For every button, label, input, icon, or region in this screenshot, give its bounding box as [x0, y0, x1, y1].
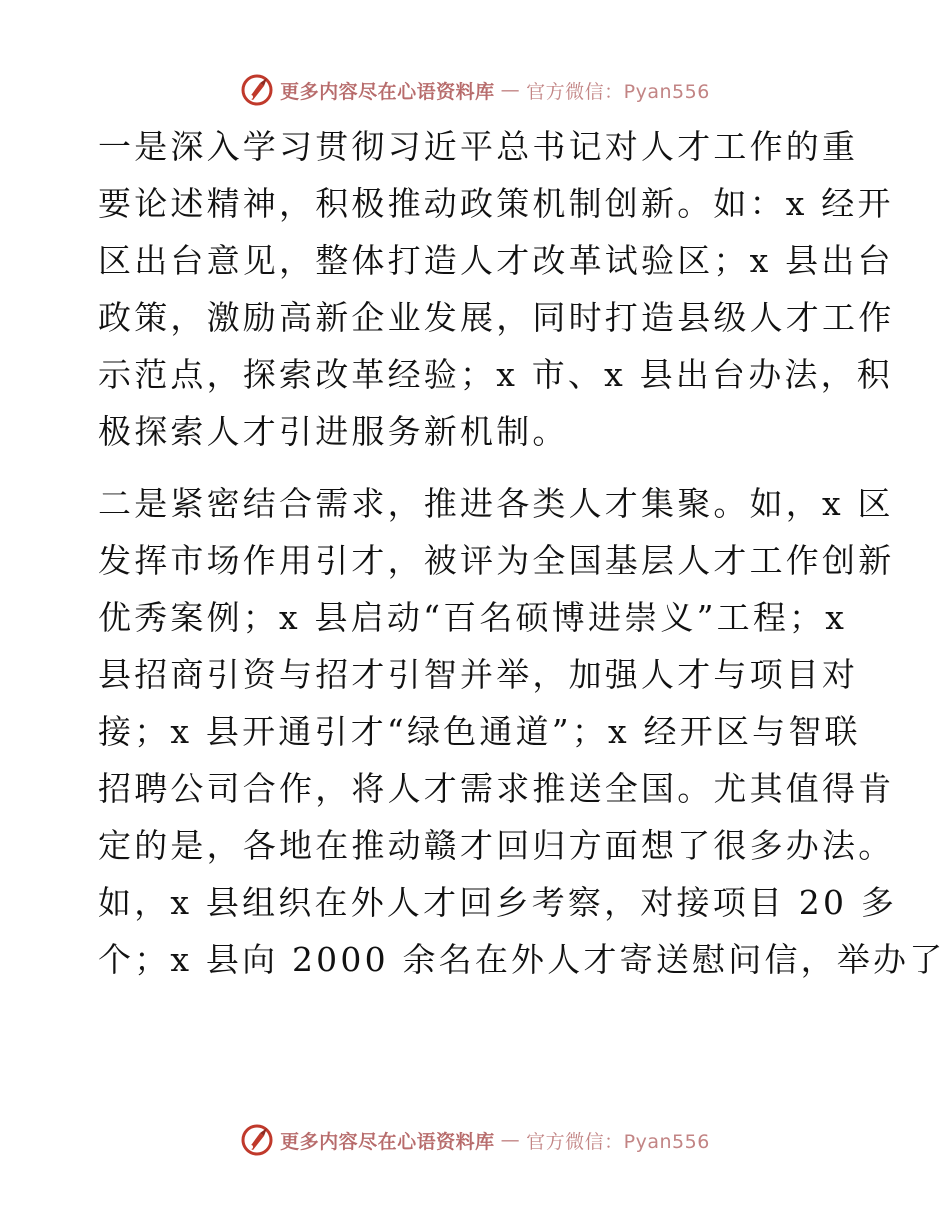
text-line: 定的是，各地在推动赣才回归方面想了很多办法。	[98, 826, 895, 865]
text-line: 区出台意见，整体打造人才改革试验区；x 县出台	[98, 241, 894, 280]
text-line: 二是紧密结合需求，推进各类人才集聚。如，x 区	[98, 484, 894, 523]
text-line: 一是深入学习贯彻习近平总书记对人才工作的重	[98, 127, 859, 166]
text-line: 县招商引资与招才引智并举，加强人才与项目对	[98, 655, 859, 694]
header-watermark-banner	[0, 70, 950, 110]
footer-watermark-banner	[0, 1120, 950, 1160]
banner-brand-text: 更多内容尽在心语资料库	[280, 1130, 495, 1153]
banner-dash: —	[500, 1129, 521, 1151]
text-line: 发挥市场作用引才，被评为全国基层人才工作创新	[98, 541, 895, 580]
text-line: 示范点，探索改革经验；x 市、x 县出台办法，积	[98, 355, 894, 394]
text-line: 个；x 县向 2000 余名在外人才寄送慰问信，举办了	[98, 940, 946, 979]
text-line: 招聘公司合作，将人才需求推送全国。尤其值得肯	[98, 769, 895, 808]
paragraph-2	[98, 475, 946, 988]
text-line: 极探索人才引进服务新机制。	[98, 412, 569, 451]
quill-logo-icon	[240, 73, 274, 107]
banner-wechat-text: 官方微信：Pyan556	[526, 1130, 710, 1153]
banner-wechat-text: 官方微信：Pyan556	[526, 80, 710, 103]
banner-brand-text: 更多内容尽在心语资料库	[280, 80, 495, 103]
text-line: 政策，激励高新企业发展，同时打造县级人才工作	[98, 298, 895, 337]
quill-logo-icon	[240, 1123, 274, 1157]
banner-dash: —	[500, 79, 521, 101]
text-line: 要论述精神，积极推动政策机制创新。如：x 经开	[98, 184, 894, 223]
text-line: 如，x 县组织在外人才回乡考察，对接项目 20 多	[98, 883, 898, 922]
text-line: 优秀案例；x 县启动“百名硕博进崇义”工程；x	[98, 598, 848, 637]
document-body	[98, 118, 946, 988]
paragraph-1	[98, 118, 895, 460]
text-line: 接；x 县开通引才“绿色通道”；x 经开区与智联	[98, 712, 861, 751]
